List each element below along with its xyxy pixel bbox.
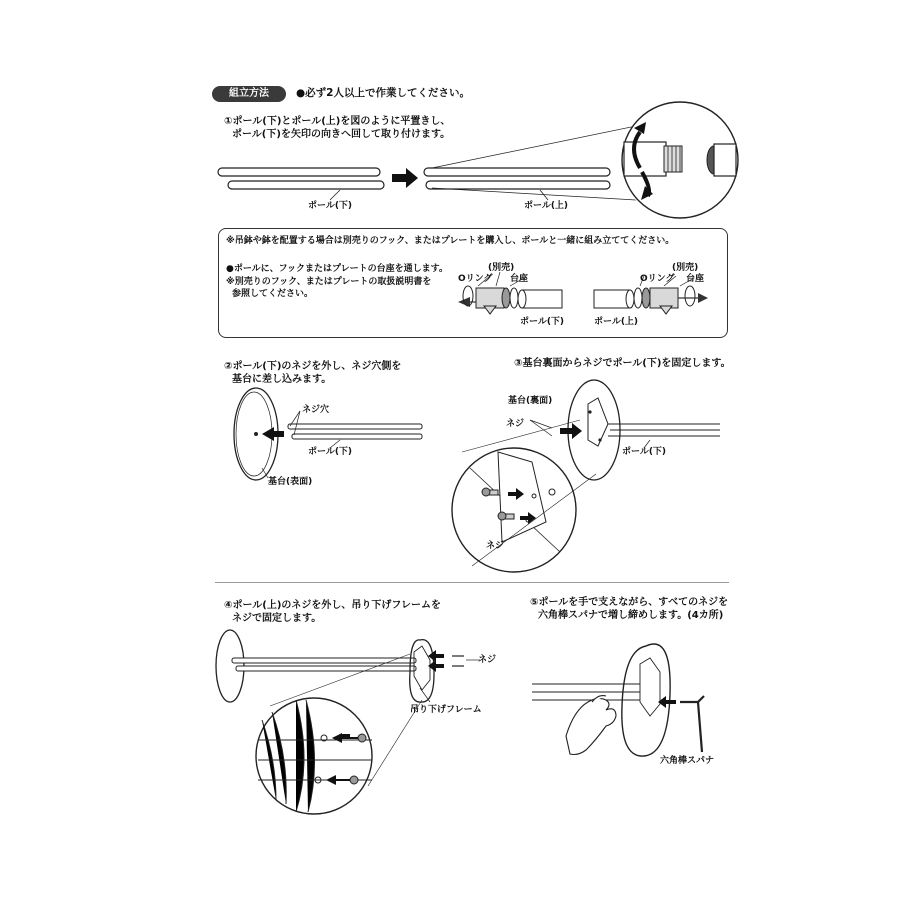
note-right-optional: (別売) (672, 263, 699, 273)
step3-label-pole-lower: ポール(下) (622, 447, 667, 457)
step3-label-screw: ネジ (506, 419, 525, 429)
step4-instruction-line2: ネジで固定します。 (232, 613, 322, 624)
step1-label-pole-lower: ポール(下) (308, 201, 353, 211)
note-right-oring: Oリング (640, 274, 675, 284)
step4-label-hanging-frame: 吊り下げフレーム (410, 705, 482, 715)
step2-instruction-line1: ②ポール(下)のネジを外し、ネジ穴側を (224, 361, 402, 372)
step1-instruction-line1: ①ポール(下)とポール(上)を図のように平置きし、 (224, 116, 451, 127)
step5-label-hex-wrench: 六角棒スパナ (660, 756, 715, 766)
step2-label-pole-lower: ポール(下) (308, 447, 353, 457)
step4-instruction-line1: ④ポール(上)のネジを外し、吊り下げフレームを (224, 600, 442, 611)
step2-instruction-line2: 基台に差し込みます。 (232, 374, 332, 385)
note-label-pole-upper: ポール(上) (594, 317, 639, 327)
note-right-base: 台座 (686, 274, 705, 284)
step3-label-screw-detail: ネジ (486, 541, 505, 551)
note-left-oring: Oリング (458, 274, 493, 284)
note-line4: 参照してください。 (232, 289, 314, 299)
step1-label-pole-upper: ポール(上) (524, 201, 569, 211)
section-label: 組立方法 (212, 86, 286, 102)
step4-label-screw: ネジ (478, 655, 497, 665)
note-line3: ※別売りのフック、またはプレートの取扱説明書を (226, 277, 432, 287)
step3-label-base-back: 基台(裏面) (508, 396, 553, 406)
note-line2: ●ポールに、フックまたはプレートの台座を通します。 (226, 264, 448, 274)
note-left-base: 台座 (510, 274, 529, 284)
note-left-optional: (別売) (488, 263, 515, 273)
step2-label-screw-hole: ネジ穴 (302, 405, 330, 415)
hand-icon (566, 696, 616, 755)
hex-wrench-arrow-icon (658, 696, 676, 708)
hex-wrench-icon (680, 696, 704, 752)
safety-warning: ●必ず2人以上で作業してください。 (296, 87, 470, 99)
step3-instruction-line1: ③基台裏面からネジでポール(下)を固定します。 (514, 358, 731, 369)
note-label-pole-lower: ポール(下) (520, 317, 565, 327)
note-line1: ※吊鉢や鉢を配置する場合は別売りのフック、またはプレートを購入し、ポールと一緒に組み立ててください。 (226, 236, 675, 246)
step5-instruction-line2: 六角棒スパナで増し締めします。(4カ所) (538, 610, 724, 621)
step5-instruction-line1: ⑤ポールを手で支えながら、すべてのネジを (530, 597, 729, 608)
step2-label-base-front: 基台(表面) (268, 477, 313, 487)
step1-instruction-line2: ポール(下)を矢印の向きへ回して取り付けます。 (232, 129, 451, 140)
